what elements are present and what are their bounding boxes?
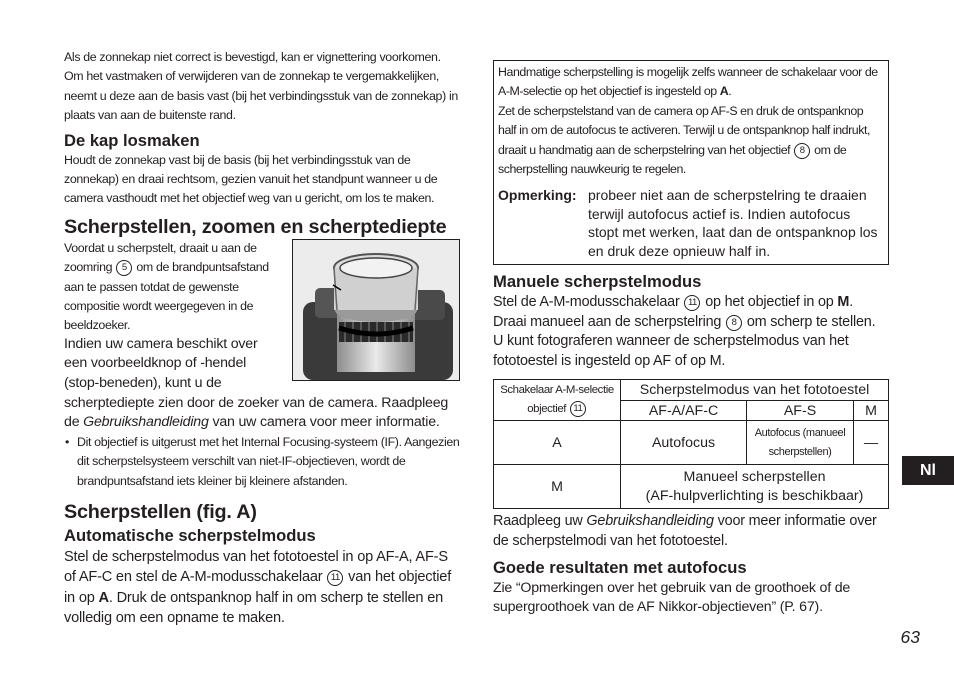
override-text-1: Zet de scherpstelstand van de camera op AF-S en druk de ontspanknop half in om de autofocus te activeren. Terwijl u de ontspanknop half indrukt, draait u handmatig aan de scherpstelring van het objectief <box>498 103 870 157</box>
dof-text-1: Indien uw camera beschikt over een voorbeeldknop of -hendel (stop-beneden), kunt u de scherptediepte zien door de zoeker van de camera. Raadpleeg de <box>64 335 449 431</box>
manual-text-4: om scherp te stellen. U kunt fotograferen wanneer de scherpstelmodus van het fototoestel is ingesteld op AF of op M. <box>493 313 876 369</box>
focus-zoom-heading: Scherpstellen, zoomen en scherptediepte <box>64 215 447 238</box>
manual-title: Gebruikshandleiding <box>83 414 209 431</box>
auto-focus-heading: Automatische scherpstelmodus <box>64 526 316 546</box>
col-af-s: AF-S <box>747 400 854 421</box>
if-system-text: Dit objectief is uitgerust met het Internal Focusing-systeem (IF). Aangezien dit scherpstelsysteem verschilt van niet-IF-objectieven, wordt de brandpuntsafstand iets kleiner bij kleinere afstanden. <box>77 434 460 488</box>
manual-text-1: Stel de A-M-modusschakelaar <box>493 294 680 311</box>
override-bold-text: Handmatige scherpstelling is mogelijk zelfs wanneer de schakelaar voor de A-M-selectie op het objectief is ingesteld op <box>498 65 878 99</box>
auto-focus-text-1: Stel de scherpstelmodus van het fototoestel in op AF-A, AF-S of AF-C en stel de A-M-modusschakelaar <box>64 549 448 586</box>
lens-zoom-ring-photo <box>292 239 460 381</box>
left-column <box>64 48 462 629</box>
if-system-bullet <box>64 433 462 491</box>
auto-focus-text-3: . Druk de ontspanknop half in om scherp te stellen en volledig om een opname te maken. <box>64 589 444 627</box>
note-row <box>498 186 884 260</box>
bullet-dot: • <box>65 434 69 449</box>
lens-illustration <box>293 240 459 380</box>
manual-text-2: op het objectief in op <box>705 294 834 311</box>
zoom-text-2: om de brandpuntsafstand aan te passen totdat de gewenste compositie wordt weergegeven in de beeldzoeker. <box>64 260 269 333</box>
row-m-value <box>621 465 889 509</box>
after-table-text-1: Raadpleeg uw <box>493 513 583 530</box>
focusing-heading: Scherpstellen (fig. A) <box>64 501 257 524</box>
mode-a-label: A <box>98 589 109 606</box>
note-term: Opmerking: <box>498 187 577 204</box>
row-m-label: M <box>494 465 621 509</box>
dof-text-2: van uw camera voor meer informatie. <box>212 414 440 431</box>
row-a-m: — <box>854 421 889 465</box>
corner-label: Schakelaar A-M-selectie objectief <box>500 384 614 416</box>
row-m-line-2: (AF-hulpverlichting is beschikbaar) <box>645 487 864 504</box>
row-a-label: A <box>494 421 621 465</box>
override-text-2: om de scherpstelling nauwkeurig te regelen. <box>498 142 847 177</box>
camera-mode-header: Scherpstelmodus van het fototoestel <box>621 380 889 401</box>
col-af-a-c: AF-A/AF-C <box>621 400 747 421</box>
override-text <box>498 102 884 180</box>
results-text: Zie “Opmerkingen over het gebruik van de groothoek of de supergroothoek van de AF Nikkor-objectieven” (P. 67). <box>493 579 851 616</box>
auto-focus-text-2: van het objectief in op <box>64 569 452 606</box>
manual-focus-heading: Manuele scherpstelmodus <box>493 272 702 292</box>
after-table-text <box>493 512 889 551</box>
zoom-text-1: Voordat u scherpstelt, draait u aan de zoomring <box>64 240 257 275</box>
table-corner-cell <box>494 380 621 421</box>
override-bold-line <box>498 63 884 102</box>
manual-text-3: . Draai manueel aan de scherpstelring <box>493 294 854 330</box>
note-text: probeer niet aan de scherpstelring te draaien terwijl autofocus actief is. Indien autofocus stopt met werken, laat dan de ontspanknop los en druk deze opnieuw half in. <box>588 187 878 259</box>
row-a-af-a-c: Autofocus <box>621 421 747 465</box>
right-column <box>493 60 889 618</box>
callout-11-b: 11 <box>684 295 700 311</box>
callout-11-c: 11 <box>570 401 586 417</box>
zoom-paragraph <box>64 239 462 336</box>
override-mode-a: A <box>719 84 729 99</box>
row-m-line-1: Manueel scherpstellen <box>683 468 826 485</box>
manual-title-2: Gebruikshandleiding <box>586 513 714 530</box>
manual-focus-text <box>493 293 889 371</box>
override-bold-end: . <box>728 84 732 99</box>
page-number: 63 <box>900 627 920 647</box>
results-heading: Goede resultaten met autofocus <box>493 557 747 577</box>
callout-11: 11 <box>327 570 343 586</box>
callout-8-b: 8 <box>726 315 742 331</box>
hood-removal-heading: De kap losmaken <box>64 130 200 150</box>
callout-5: 5 <box>116 260 132 276</box>
manual-override-box <box>493 60 889 265</box>
language-tab: Nl <box>902 456 954 485</box>
lens-hood-intro: Als de zonnekap niet correct is bevestigd, kan er vignettering voorkomen. Om het vastmaken of verwijderen van de zonnekap te vergemakkelijken, neemt u deze aan de basis vast (bij het verbindingsstuk van de zonnekap) in plaats van aan de buitenste rand. <box>64 50 458 123</box>
col-m: M <box>854 400 889 421</box>
focus-mode-table <box>493 379 889 509</box>
auto-focus-text <box>64 547 462 629</box>
mode-m-label: M <box>837 294 850 311</box>
after-table-text-2: voor meer informatie over de scherpstelmodi van het fototoestel. <box>493 513 877 550</box>
callout-8: 8 <box>794 143 810 159</box>
row-a-af-s: Autofocus (manueel scherpstellen) <box>747 421 854 465</box>
hood-removal-text: Houdt de zonnekap vast bij de basis (bij het verbindingsstuk van de zonnekap) en draai rechtsom, gezien vanuit het standpunt wanneer u de camera vasthoudt met het objectief weg van u gericht, om los te maken. <box>64 152 438 206</box>
